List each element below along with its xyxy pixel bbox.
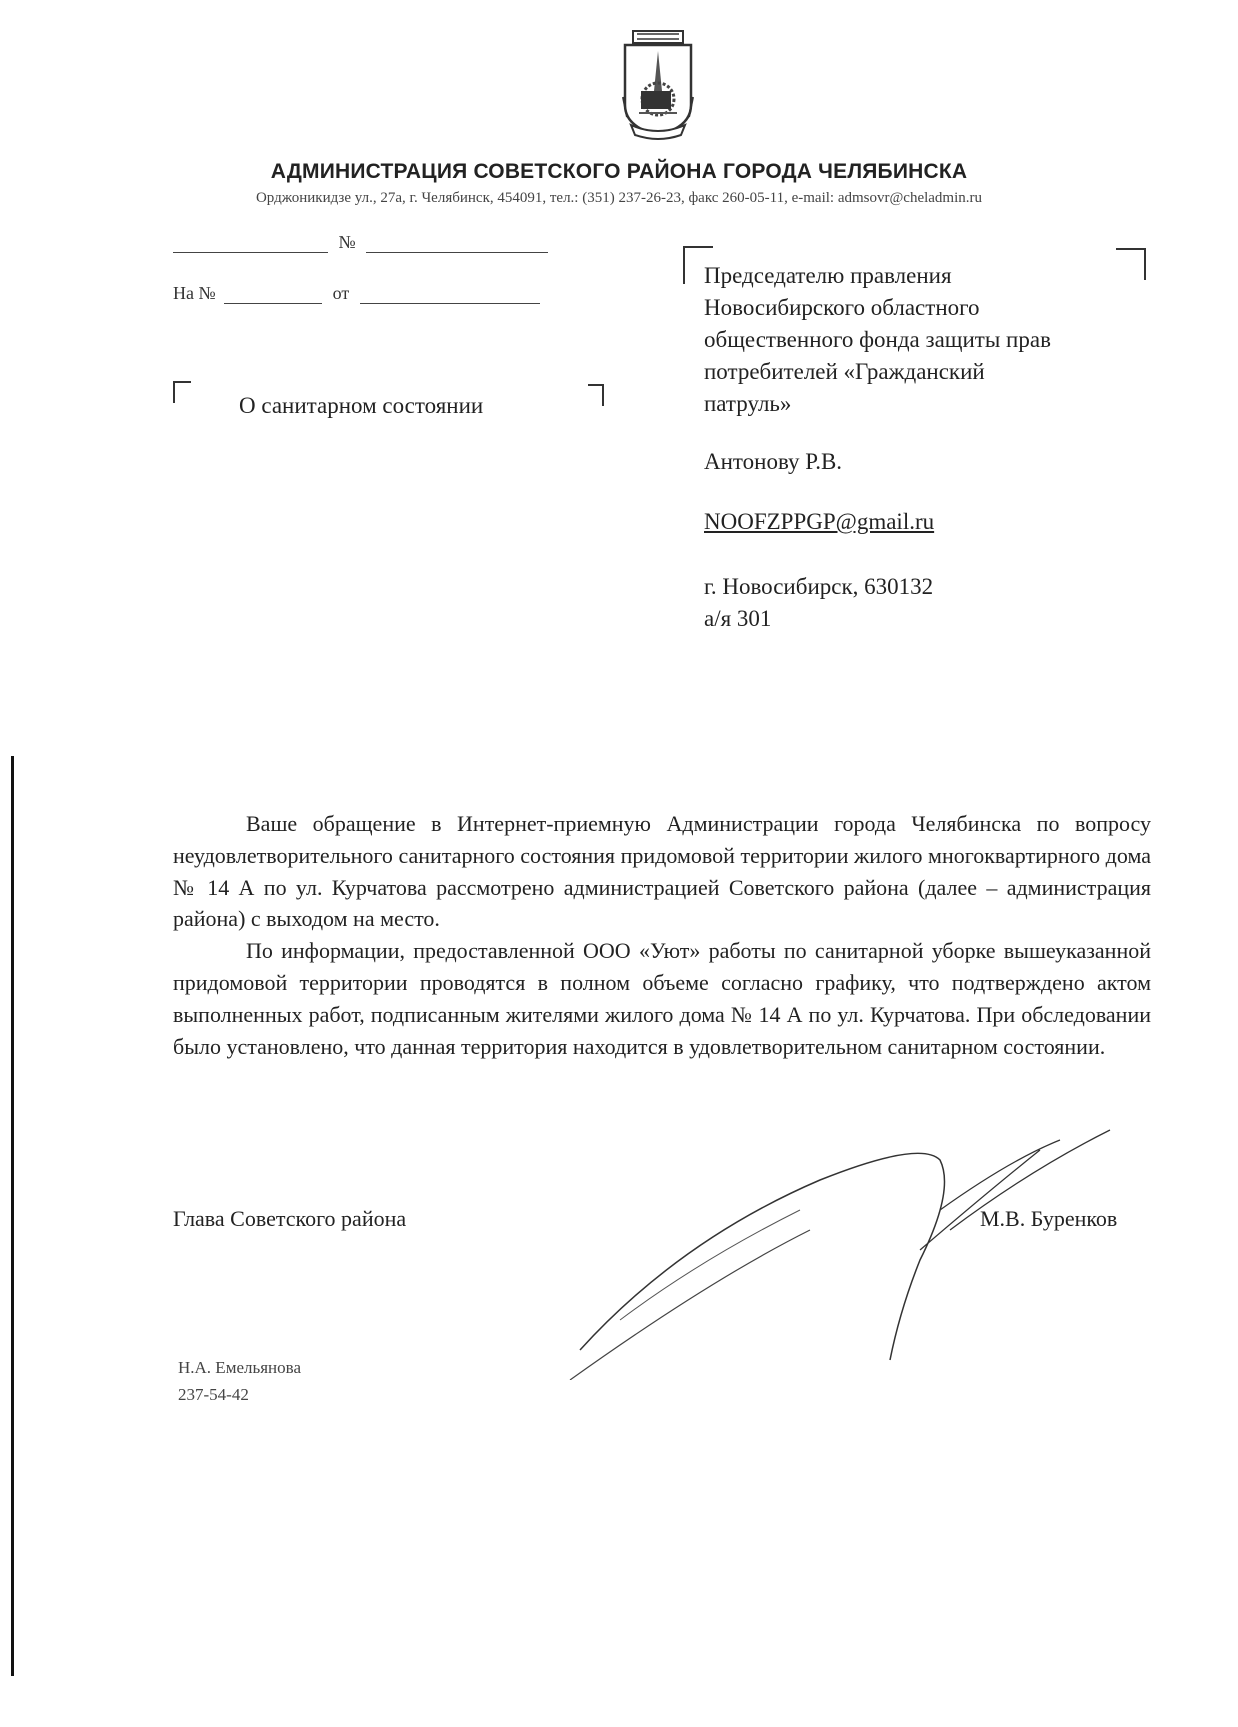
recipient-po-box: а/я 301: [704, 606, 772, 631]
body-paragraph: Ваше обращение в Интернет-приемную Администрации города Челябинска по вопросу неудовлетворительного санитарного состояния придомовой территории жилого многоквартирного дома № 14 А по ул. Курчатова рассмотрено администрацией Советского района (далее – администрация района) с выходом на место.: [173, 811, 1151, 932]
recipient-line: патруль»: [704, 391, 792, 416]
signatory-title: Глава Советского района: [173, 1206, 407, 1231]
from-label: от: [332, 283, 350, 303]
recipient-line: общественного фонда защиты прав: [704, 327, 1051, 352]
reply-number-row: [173, 283, 540, 304]
reply-label: На №: [173, 283, 216, 303]
bracket-corner: [588, 384, 604, 406]
letter-body: [173, 808, 1151, 1062]
recipient-email-link[interactable]: NOOFZPPGP@gmail.ru: [704, 509, 935, 534]
scan-edge: [11, 756, 14, 1676]
organization-name: АДМИНИСТРАЦИЯ СОВЕТСКОГО РАЙОНА ГОРОДА ЧЕЛЯБИНСКА: [270, 160, 968, 183]
reply-number-blank: [224, 285, 322, 304]
bracket-corner: [173, 381, 191, 403]
organization-address: Орджоникидзе ул., 27а, г. Челябинск, 454091, тел.: (351) 237-26-23, факс 260-05-11, e-mail: admsovr@cheladmin.ru: [255, 190, 983, 206]
handwritten-signature: [560, 1120, 1120, 1380]
date-blank: [173, 234, 328, 253]
coat-of-arms-emblem: [619, 27, 697, 143]
recipient-city: г. Новосибирск, 630132: [704, 574, 934, 599]
number-label: №: [338, 232, 356, 252]
letter-subject: О санитарном состоянии: [239, 393, 484, 418]
recipient-name: Антонову Р.В.: [704, 449, 843, 474]
executor-name: Н.А. Емельянова: [178, 1358, 301, 1377]
bracket-corner: [1116, 248, 1146, 280]
executor-phone: 237-54-42: [178, 1385, 249, 1404]
outgoing-number-row: [173, 232, 548, 253]
recipient-line: потребителей «Гражданский: [704, 359, 985, 384]
recipient-line: Председателю правления: [704, 263, 952, 288]
recipient-block: [704, 260, 1051, 420]
body-paragraph: По информации, предоставленной ООО «Уют» работы по санитарной уборке вышеуказанной придомовой территории проводятся в полном объеме согласно графику, что подтверждено актом выполненных работ, подписанным жителями жилого дома № 14 А по ул. Курчатова. При обследовании было установлено, что данная территория находится в удовлетворительном санитарном состоянии.: [173, 938, 1151, 1059]
number-blank: [366, 234, 548, 253]
signatory-name: М.В. Буренков: [980, 1206, 1118, 1231]
reply-date-blank: [360, 285, 540, 304]
recipient-line: Новосибирского областного: [704, 295, 980, 320]
executor-block: [178, 1354, 301, 1408]
